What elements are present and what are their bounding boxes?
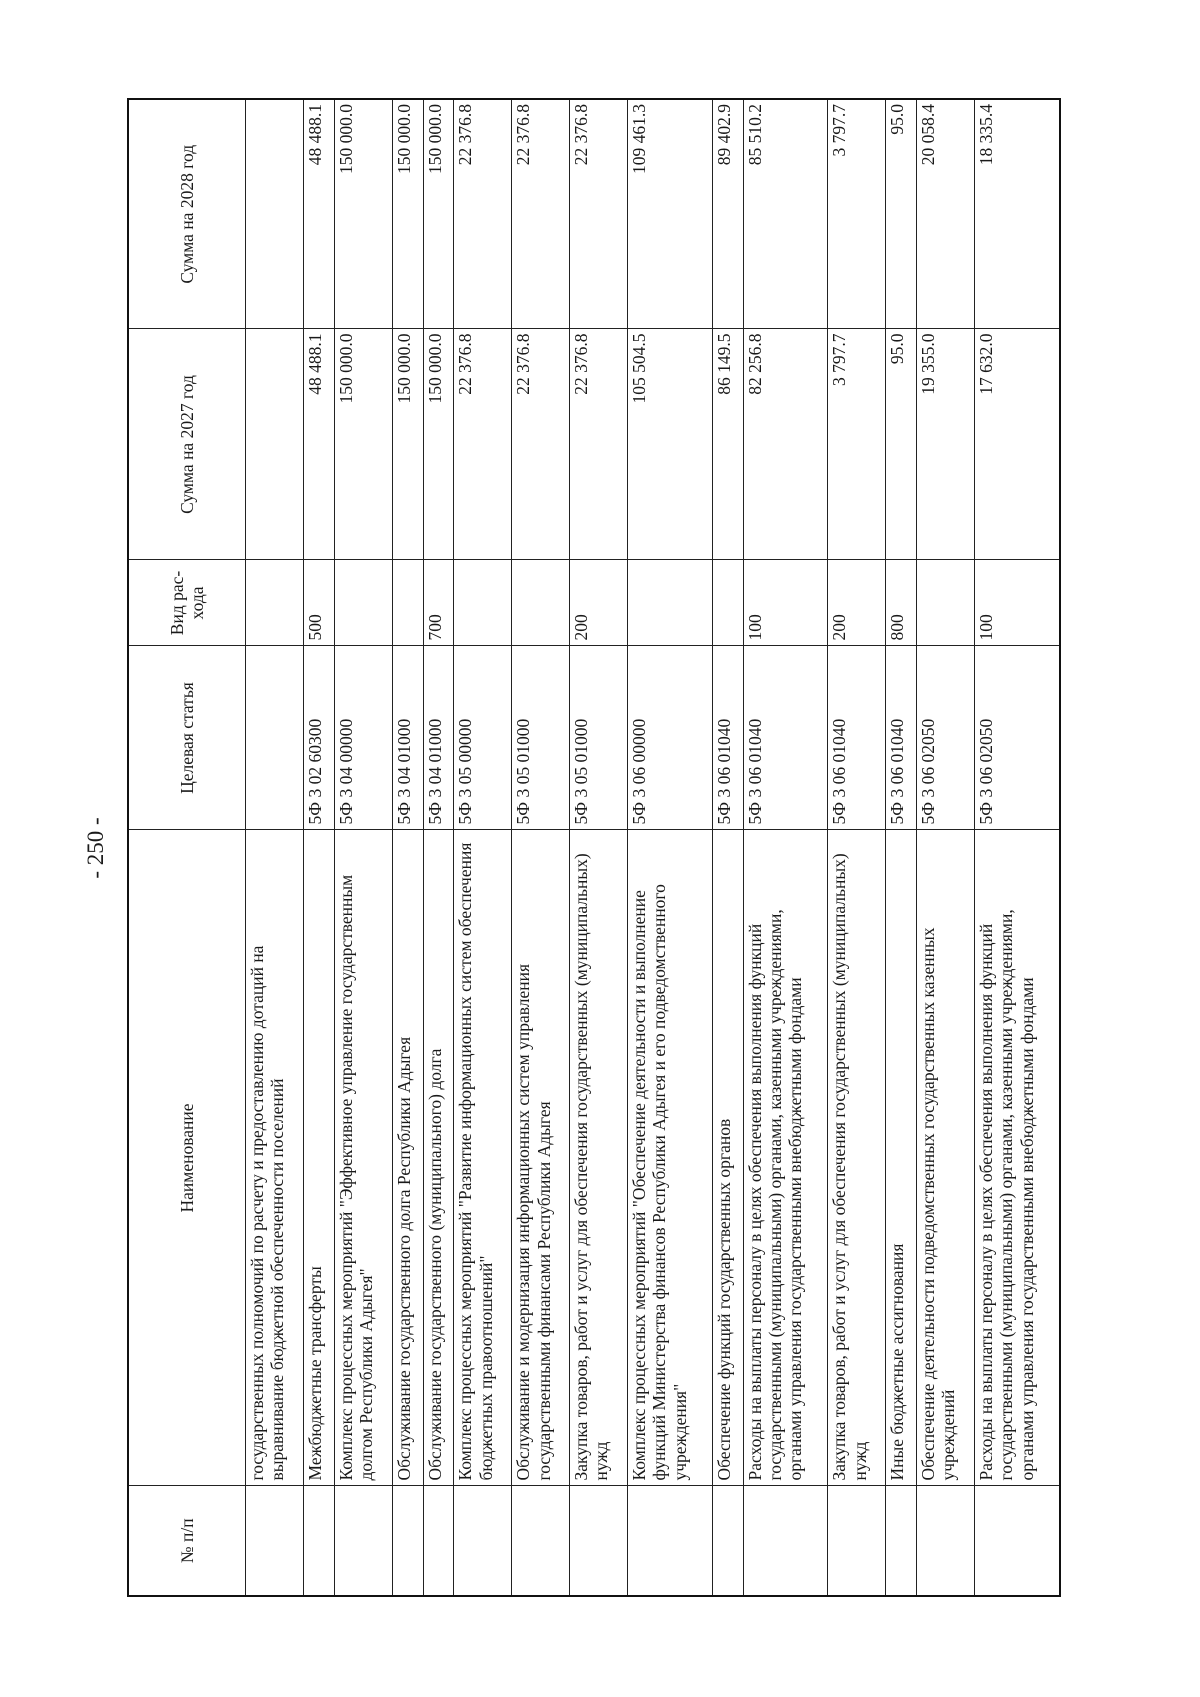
row-name: Комплекс процессных мероприятий "Эффективное управление государственным долгом Республики Адыгея" <box>334 830 392 1486</box>
header-code: Целевая статья <box>128 646 246 830</box>
row-expense-kind: 200 <box>570 560 628 646</box>
table-row <box>246 99 304 1596</box>
row-name: Комплекс процессных мероприятий "Обеспечение деятельности и выполнение функций Министерства финансов Республики Адыгея и его подведомственного учреждения" <box>627 830 712 1486</box>
row-expense-kind <box>917 560 975 646</box>
row-sum-2028: 3 797.7 <box>828 99 886 329</box>
row-num <box>423 1486 454 1596</box>
row-expense-kind: 200 <box>828 560 886 646</box>
row-sum-2028: 18 335.4 <box>974 99 1060 329</box>
row-target-code <box>246 646 304 830</box>
table-row <box>828 99 886 1596</box>
table-row <box>743 99 828 1596</box>
row-target-code: 5Ф 3 06 01040 <box>886 646 917 830</box>
table-row <box>454 99 512 1596</box>
row-sum-2027: 22 376.8 <box>570 329 628 560</box>
row-target-code: 5Ф 3 06 01040 <box>712 646 743 830</box>
row-target-code: 5Ф 3 05 00000 <box>454 646 512 830</box>
row-sum-2027: 17 632.0 <box>974 329 1060 560</box>
row-num <box>917 1486 975 1596</box>
row-name: государственных полномочий по расчету и предоставлению дотаций на выравнивание бюджетной обеспеченности поселений <box>246 830 304 1486</box>
table-header <box>128 99 246 1596</box>
row-sum-2027: 150 000.0 <box>334 329 392 560</box>
row-target-code: 5Ф 3 06 01040 <box>828 646 886 830</box>
header-kind: Вид рас-хода <box>128 560 246 646</box>
rotated-page-content <box>127 100 1061 1597</box>
row-sum-2027: 19 355.0 <box>917 329 975 560</box>
row-sum-2028: 150 000.0 <box>334 99 392 329</box>
row-name: Обслуживание и модернизация информационных систем управления государственными финансами Республики Адыгея <box>512 830 570 1486</box>
row-sum-2028 <box>246 99 304 329</box>
row-target-code: 5Ф 3 06 01040 <box>743 646 828 830</box>
row-name: Обслуживание государственного (муниципального) долга <box>423 830 454 1486</box>
row-sum-2027: 48 488.1 <box>303 329 334 560</box>
table-row <box>512 99 570 1596</box>
row-sum-2027: 82 256.8 <box>743 329 828 560</box>
row-num <box>974 1486 1060 1596</box>
table-row <box>886 99 917 1596</box>
table-row <box>974 99 1060 1596</box>
table-body <box>246 99 1061 1596</box>
table-row <box>334 99 392 1596</box>
row-sum-2028: 89 402.9 <box>712 99 743 329</box>
row-expense-kind: 100 <box>743 560 828 646</box>
row-sum-2027: 105 504.5 <box>627 329 712 560</box>
row-target-code: 5Ф 3 05 01000 <box>570 646 628 830</box>
row-name: Межбюджетные трансферты <box>303 830 334 1486</box>
row-expense-kind: 500 <box>303 560 334 646</box>
row-num <box>454 1486 512 1596</box>
row-num <box>246 1486 304 1596</box>
row-num <box>512 1486 570 1596</box>
row-name: Расходы на выплаты персоналу в целях обеспечения выполнения функций государственными (муниципальными) органами, казенными учреждениями, органами управления государственными внебюджетными фондами <box>743 830 828 1486</box>
row-expense-kind: 700 <box>423 560 454 646</box>
row-sum-2028: 150 000.0 <box>392 99 423 329</box>
row-sum-2028: 150 000.0 <box>423 99 454 329</box>
table-row <box>392 99 423 1596</box>
row-sum-2027: 22 376.8 <box>512 329 570 560</box>
row-sum-2028: 22 376.8 <box>570 99 628 329</box>
row-expense-kind <box>392 560 423 646</box>
row-sum-2028: 85 510.2 <box>743 99 828 329</box>
row-expense-kind <box>454 560 512 646</box>
row-target-code: 5Ф 3 04 01000 <box>392 646 423 830</box>
row-expense-kind: 100 <box>974 560 1060 646</box>
row-name: Обслуживание государственного долга Республики Адыгея <box>392 830 423 1486</box>
row-sum-2027 <box>246 329 304 560</box>
table-row <box>712 99 743 1596</box>
row-num <box>303 1486 334 1596</box>
row-sum-2027: 86 149.5 <box>712 329 743 560</box>
row-sum-2027: 150 000.0 <box>423 329 454 560</box>
header-sum-2027: Сумма на 2027 год <box>128 329 246 560</box>
row-sum-2028: 95.0 <box>886 99 917 329</box>
table-row <box>423 99 454 1596</box>
row-expense-kind <box>334 560 392 646</box>
row-sum-2027: 3 797.7 <box>828 329 886 560</box>
table-row <box>917 99 975 1596</box>
row-sum-2027: 22 376.8 <box>454 329 512 560</box>
row-target-code: 5Ф 3 06 02050 <box>974 646 1060 830</box>
header-row <box>128 99 246 1596</box>
row-sum-2028: 109 461.3 <box>627 99 712 329</box>
page-number: - 250 - <box>83 817 108 879</box>
row-target-code: 5Ф 3 04 01000 <box>423 646 454 830</box>
row-sum-2028: 22 376.8 <box>454 99 512 329</box>
header-name: Наименование <box>128 830 246 1486</box>
row-sum-2027: 150 000.0 <box>392 329 423 560</box>
row-name: Закупка товаров, работ и услуг для обеспечения государственных (муниципальных) нужд <box>828 830 886 1486</box>
row-expense-kind <box>512 560 570 646</box>
row-num <box>743 1486 828 1596</box>
row-name: Обеспечение функций государственных органов <box>712 830 743 1486</box>
row-name: Комплекс процессных мероприятий "Развитие информационных систем обеспечения бюджетных правоотношений" <box>454 830 512 1486</box>
row-target-code: 5Ф 3 06 02050 <box>917 646 975 830</box>
row-expense-kind <box>246 560 304 646</box>
header-num: № п/п <box>128 1486 246 1596</box>
row-num <box>886 1486 917 1596</box>
table-row <box>570 99 628 1596</box>
row-target-code: 5Ф 3 05 01000 <box>512 646 570 830</box>
row-num <box>570 1486 628 1596</box>
row-sum-2027: 95.0 <box>886 329 917 560</box>
row-num <box>712 1486 743 1596</box>
row-num <box>828 1486 886 1596</box>
row-name: Закупка товаров, работ и услуг для обеспечения государственных (муниципальных) нужд <box>570 830 628 1486</box>
row-name: Расходы на выплаты персоналу в целях обеспечения выполнения функций государственными (муниципальными) органами, казенными учреждениями, органами управления государственными внебюджетными фондами <box>974 830 1060 1486</box>
row-sum-2028: 22 376.8 <box>512 99 570 329</box>
row-num <box>392 1486 423 1596</box>
table-row <box>303 99 334 1596</box>
row-expense-kind <box>627 560 712 646</box>
row-num <box>334 1486 392 1596</box>
row-sum-2028: 20 058.4 <box>917 99 975 329</box>
row-target-code: 5Ф 3 02 60300 <box>303 646 334 830</box>
row-name: Иные бюджетные ассигнования <box>886 830 917 1486</box>
row-expense-kind: 800 <box>886 560 917 646</box>
table-row <box>627 99 712 1596</box>
row-target-code: 5Ф 3 06 00000 <box>627 646 712 830</box>
row-target-code: 5Ф 3 04 00000 <box>334 646 392 830</box>
row-name: Обеспечение деятельности подведомственных государственных казенных учреждений <box>917 830 975 1486</box>
header-sum-2028: Сумма на 2028 год <box>128 99 246 329</box>
row-num <box>627 1486 712 1596</box>
row-expense-kind <box>712 560 743 646</box>
budget-table <box>127 98 1061 1597</box>
row-sum-2028: 48 488.1 <box>303 99 334 329</box>
